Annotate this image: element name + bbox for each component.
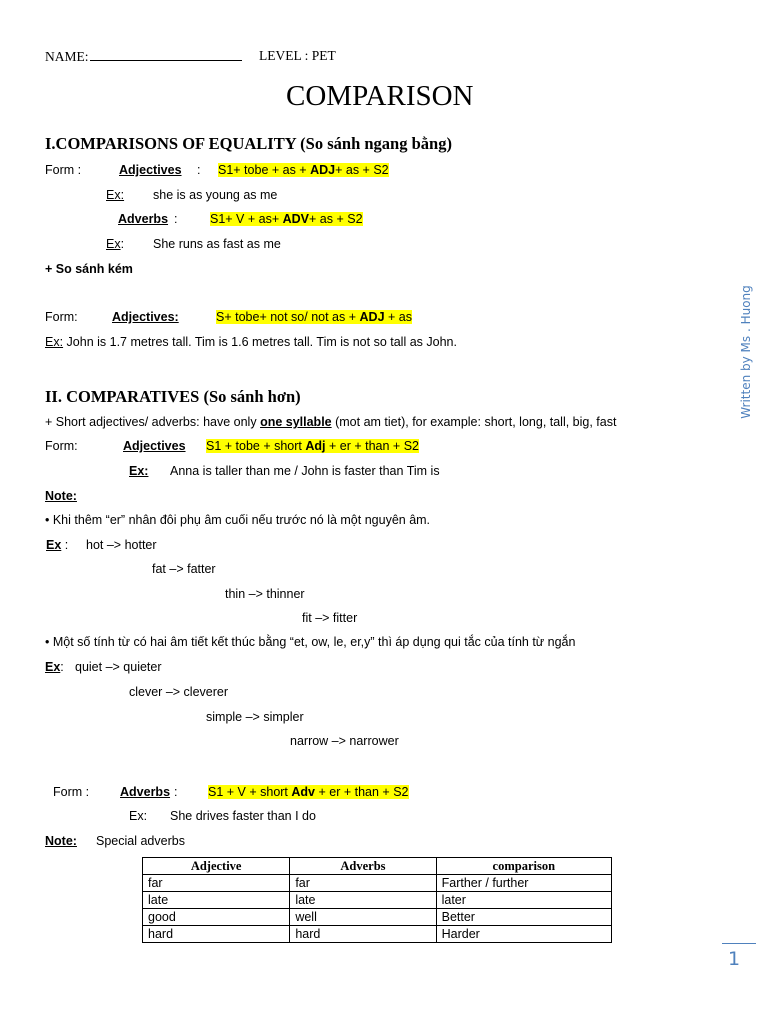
kem-adjectives-label: Adjectives: <box>112 310 179 324</box>
ex4-item: narrow –> narrower <box>290 734 399 748</box>
s1-form-label: Form : <box>45 163 82 177</box>
table-cell: Farther / further <box>436 875 611 892</box>
page-title: COMPARISON <box>286 80 474 112</box>
table-header-cell: comparison <box>436 858 611 875</box>
ex4-item: quiet –> quieter <box>75 660 162 674</box>
table-cell: far <box>290 875 436 892</box>
section1-heading-main: I.COMPARISONS OF EQUALITY <box>45 134 297 153</box>
s2-note-label: Note: <box>45 489 77 503</box>
adv-formula: S1 + V + short Adv + er + than + S2 <box>208 785 409 799</box>
table-cell: hard <box>143 926 290 943</box>
s2-ex-label: Ex: <box>129 464 149 478</box>
kem-example: Ex: John is 1.7 metres tall. Tim is 1.6 metres tall. Tim is not so tall as John. <box>45 335 457 349</box>
s2-adjectives-label: Adjectives <box>123 439 186 453</box>
table-cell: late <box>290 892 436 909</box>
s1-ex2-label: Ex: <box>106 237 125 251</box>
table-cell: good <box>143 909 290 926</box>
table-row <box>143 926 612 943</box>
ex3-item: thin –> thinner <box>225 587 305 601</box>
s1-adv-colon: : <box>174 212 178 226</box>
s2-form-label: Form: <box>45 439 78 453</box>
section2-heading <box>45 387 301 407</box>
page-number: 1 <box>728 948 741 970</box>
name-blank-line <box>90 48 242 61</box>
ex3-item: hot –> hotter <box>86 538 157 552</box>
table-cell: Better <box>436 909 611 926</box>
adv-ex-label: Ex: <box>129 809 148 823</box>
short-adj-rule: + Short adjectives/ adverbs: have only one syllable (mot am tiet), for example: short, long, tall, big, fast <box>45 415 617 429</box>
s1-ex1-label: Ex: <box>106 188 125 202</box>
table-row <box>143 909 612 926</box>
name-label: NAME: <box>45 49 89 64</box>
adv-ex-text: She drives faster than I do <box>170 809 316 823</box>
ex3-item: fat –> fatter <box>152 562 216 576</box>
table-header-cell: Adverbs <box>290 858 436 875</box>
table-row <box>143 892 612 909</box>
table-cell: far <box>143 875 290 892</box>
adv-adverbs-label: Adverbs <box>120 785 171 799</box>
level-label: LEVEL : PET <box>259 48 336 63</box>
s1-ex1-text: she is as young as me <box>153 188 278 202</box>
adv-form-label: Form : <box>53 785 90 799</box>
ex3-item: fit –> fitter <box>302 611 358 625</box>
s1-adj-colon: : <box>197 163 201 177</box>
author-sidebar-text: Written by Ms . Huong <box>739 285 753 419</box>
kem-form-label: Form: <box>45 310 78 324</box>
section2-heading-vi: (So sánh hơn) <box>203 387 301 406</box>
note3-text: Special adverbs <box>96 834 185 848</box>
section1-heading-vi: (So sánh ngang bằng) <box>300 134 452 153</box>
s1-adjectives-label: Adjectives <box>119 163 182 177</box>
table-row <box>143 875 612 892</box>
s2-note2: • Một số tính từ có hai âm tiết kết thúc bằng “et, ow, le, er,y” thì áp dụng qui tắc của tính từ ngắn <box>45 635 576 649</box>
page-number-rule <box>722 943 756 944</box>
table-cell: late <box>143 892 290 909</box>
ex4-item: simple –> simpler <box>206 710 304 724</box>
kem-formula: S+ tobe+ not so/ not as + ADJ + as <box>216 310 412 324</box>
s2-ex3-label: Ex : <box>46 538 69 552</box>
s1-adj-formula: S1+ tobe + as + ADJ+ as + S2 <box>218 163 389 177</box>
section2-heading-main: II. COMPARATIVES <box>45 387 200 406</box>
s2-ex-text: Anna is taller than me / John is faster than Tim is <box>170 464 440 478</box>
table-header-cell: Adjective <box>143 858 290 875</box>
s1-adv-formula: S1+ V + as+ ADV+ as + S2 <box>210 212 363 226</box>
adv-colon: : <box>174 785 178 799</box>
s2-ex4-label: Ex: <box>45 660 64 674</box>
table-cell: later <box>436 892 611 909</box>
s1-ex2-text: She runs as fast as me <box>153 237 281 251</box>
s2-adj-formula: S1 + tobe + short Adj + er + than + S2 <box>206 439 419 453</box>
name-field <box>45 48 242 65</box>
so-sanh-kem-heading: + So sánh kém <box>45 262 133 276</box>
section1-heading <box>45 134 452 154</box>
table-cell: Harder <box>436 926 611 943</box>
table-cell: hard <box>290 926 436 943</box>
note3-label: Note: <box>45 834 77 848</box>
table-header-row <box>143 858 612 875</box>
ex4-item: clever –> cleverer <box>129 685 228 699</box>
s2-note1: • Khi thêm “er” nhân đôi phụ âm cuối nếu trước nó là một nguyên âm. <box>45 513 431 527</box>
s1-adverbs-label: Adverbs <box>118 212 169 226</box>
special-adverbs-table <box>142 857 612 943</box>
table-cell: well <box>290 909 436 926</box>
